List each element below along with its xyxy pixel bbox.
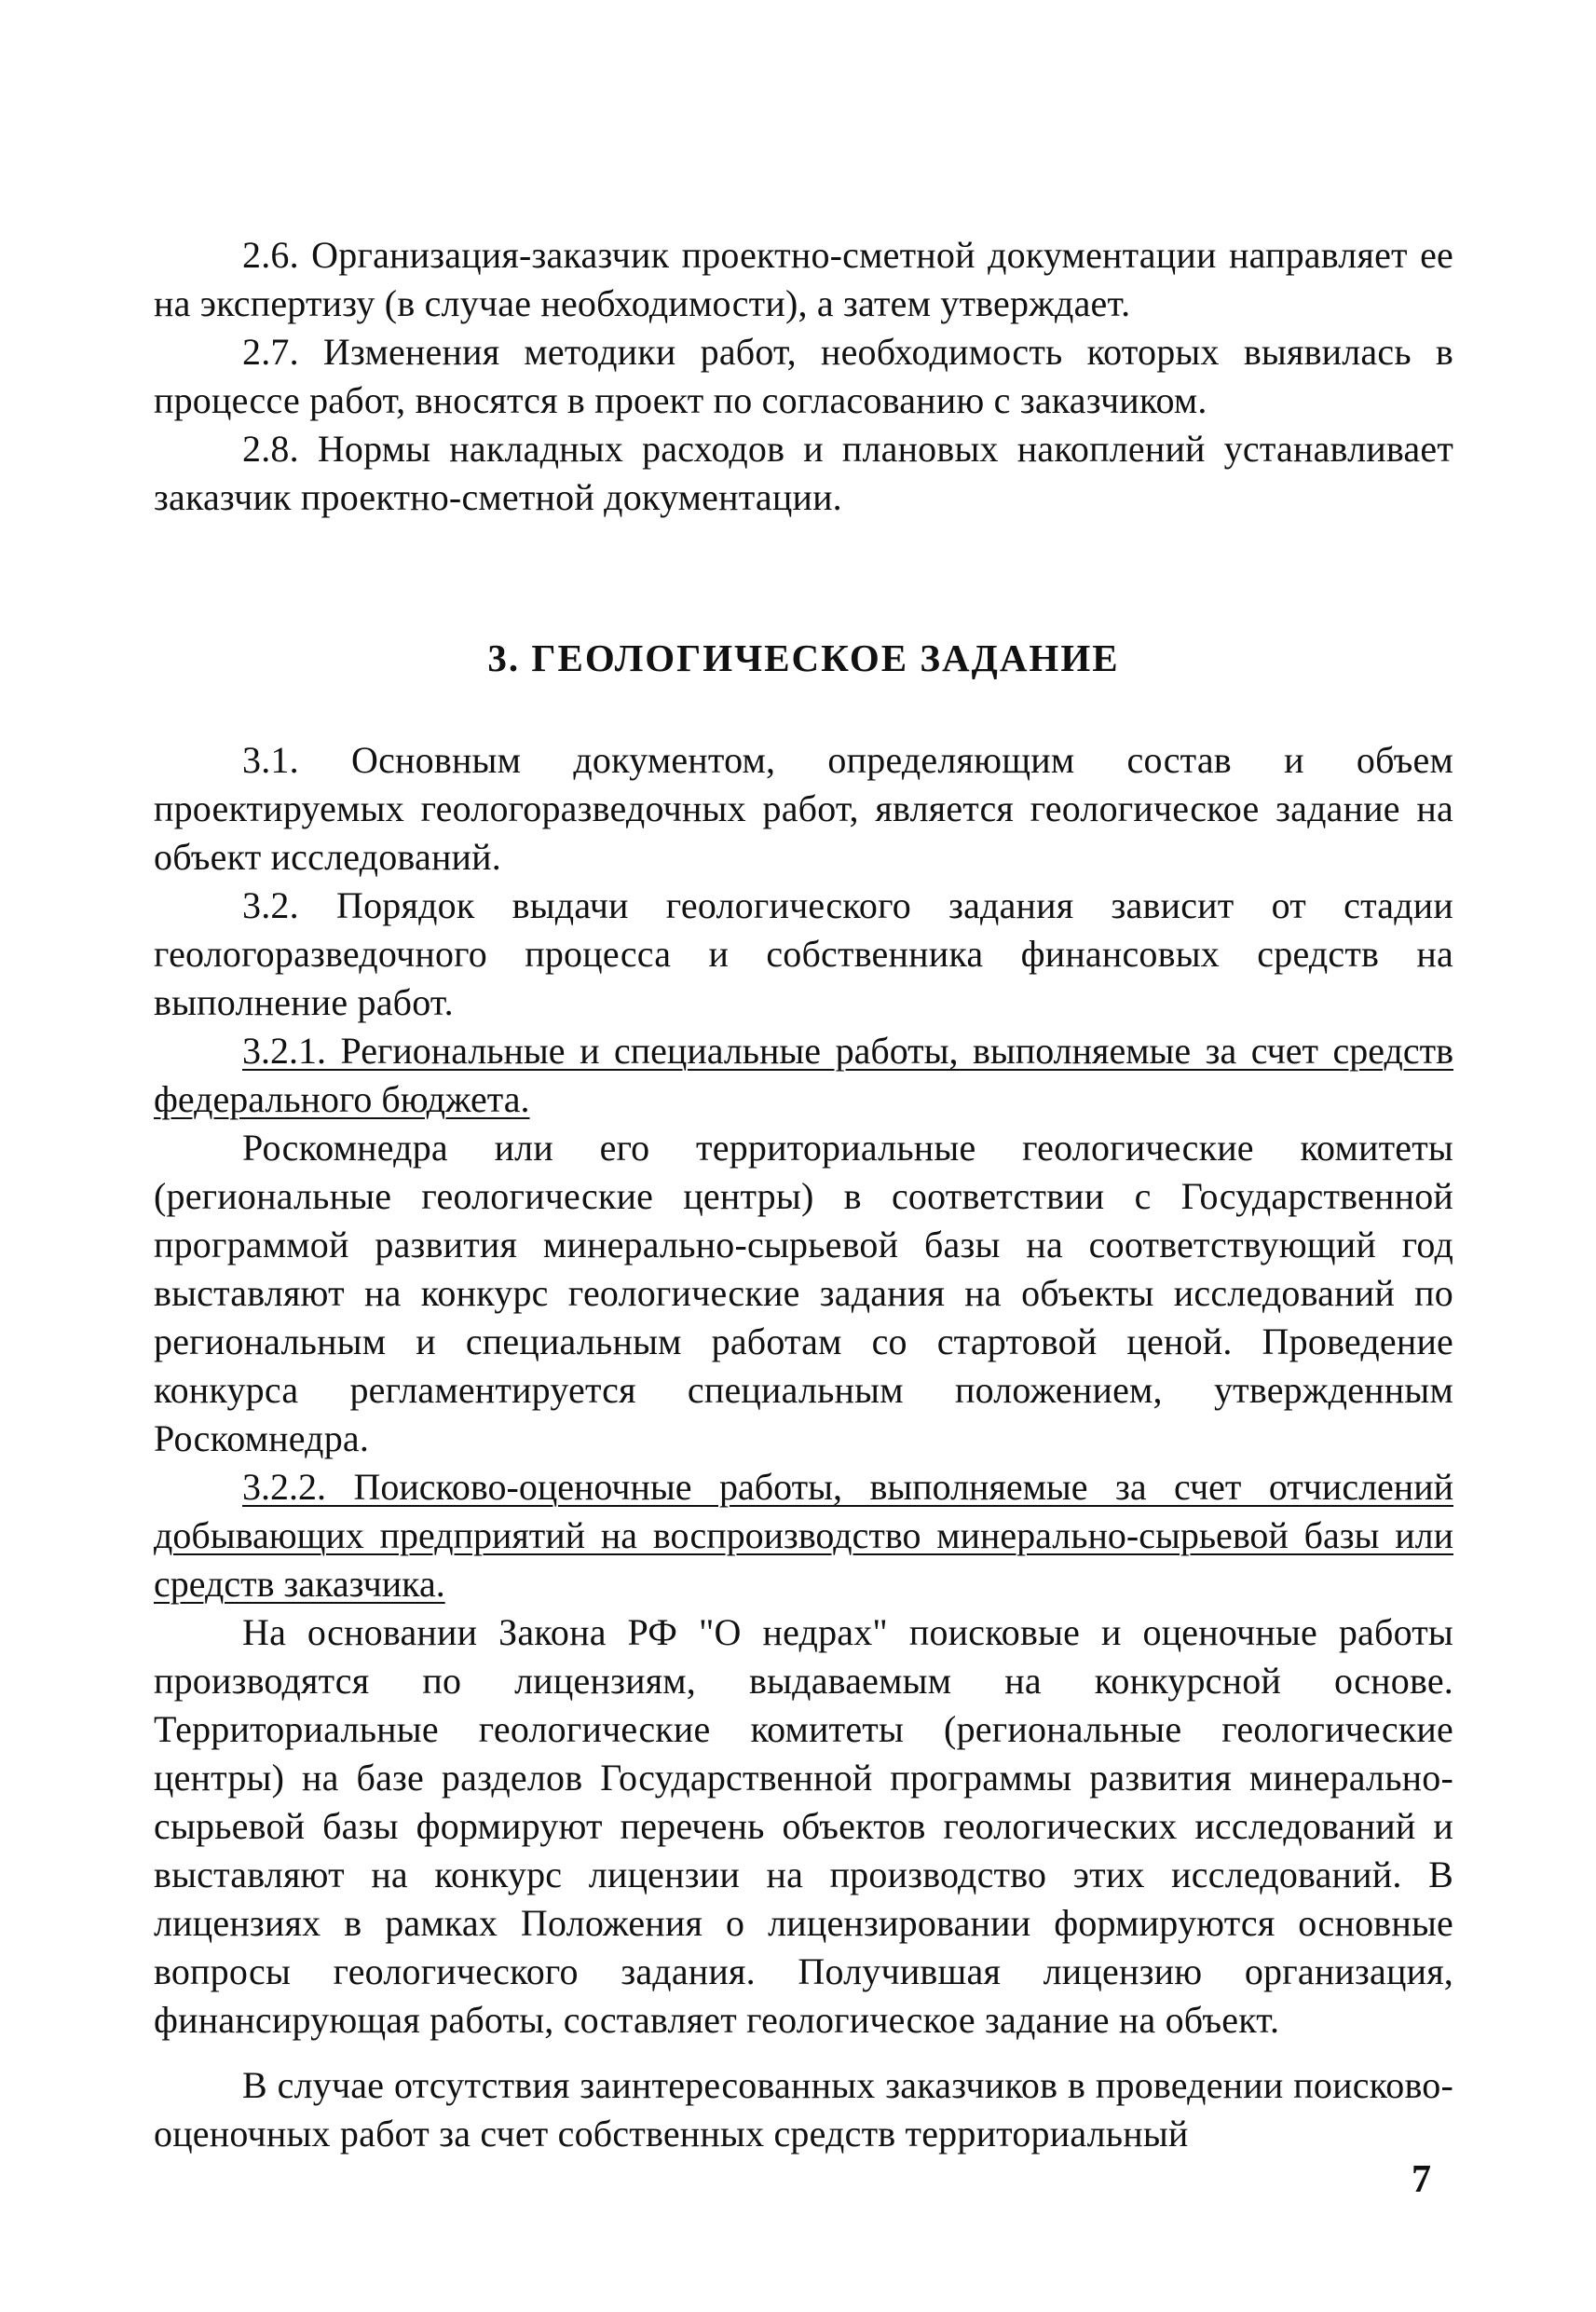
- paragraph-2-7: 2.7. Изменения методики работ, необходимость которых выявилась в процессе работ, вносятся в проект по согласованию с заказчиком.: [154, 331, 1453, 421]
- subsection-3-2-2-title: 3.2.2. Поисково-оценочные работы, выполняемые за счет отчислений добывающих предприятий на воспроизводство минерально-сырьевой базы или средств заказчика.: [154, 1466, 1453, 1605]
- paragraph-3-2: 3.2. Порядок выдачи геологического задания зависит от стадии геологоразведочного процесса и собственника финансовых средств на выполнение работ.: [154, 884, 1453, 1023]
- subsection-3-2-1-text: Роскомнедра или его территориальные геологические комитеты (региональные геологические центры) в соответствии с Государственной программой развития минерально-сырьевой базы на соответствующий год выставляют на конкурс геологические задания на объекты исследований по региональным и специальным работам со стартовой ценой. Проведение конкурса регламентируется специальным положением, утвержденным Роскомнедра.: [154, 1127, 1453, 1459]
- page-number: 7: [1412, 2158, 1431, 2201]
- paragraph-3-1: 3.1. Основным документом, определяющим состав и объем проектируемых геологоразведочных работ, является геологическое задание на объект исследований.: [154, 739, 1453, 878]
- section-heading: 3. ГЕОЛОГИЧЕСКОЕ ЗАДАНИЕ: [487, 636, 1120, 679]
- paragraph-2-8: 2.8. Нормы накладных расходов и плановых накоплений устанавливает заказчик проектно-сметной документации.: [154, 428, 1453, 518]
- subsection-3-2-2-text: На основании Закона РФ "О недрах" поисковые и оценочные работы производятся по лицензиям, выдаваемым на конкурсной основе. Территориальные геологические комитеты (региональные геологические центры) на базе разделов Государственной программы развития минерально-сырьевой базы формируют перечень объектов геологических исследований и выставляют на конкурс лицензии на производство этих исследований. В лицензиях в рамках Положения о лицензировании формируются основные вопросы геологического задания. Получившая лицензию организация, финансирующая работы, составляет геологическое задание на объект.: [154, 1611, 1453, 2041]
- closing-paragraph: В случае отсутствия заинтересованных заказчиков в проведении поисково-оценочных работ за счет собственных средств территориальный: [154, 2064, 1453, 2155]
- subsection-3-2-1-title: 3.2.1. Региональные и специальные работы, выполняемые за счет средств федерального бюджета.: [154, 1030, 1453, 1120]
- document-page: [154, 231, 1453, 2158]
- paragraph-2-6: 2.6. Организация-заказчик проектно-сметной документации направляет ее на экспертизу (в случае необходимости), а затем утверждает.: [154, 234, 1453, 324]
